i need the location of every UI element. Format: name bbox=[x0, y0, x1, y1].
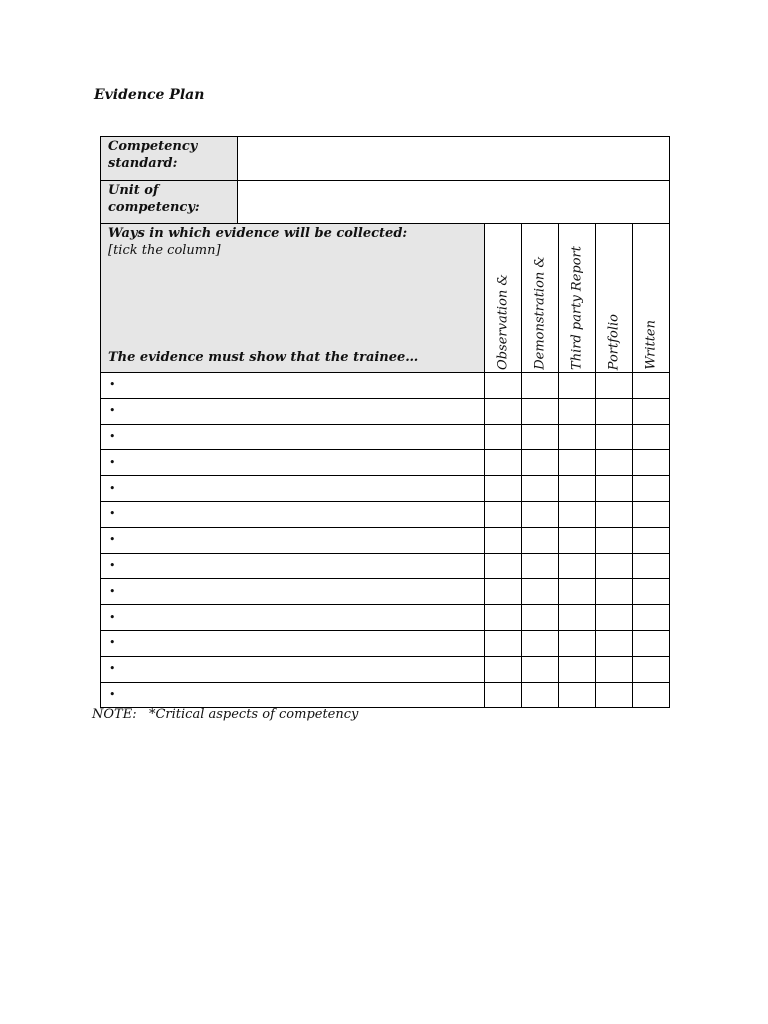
bullet-icon: • bbox=[109, 636, 116, 650]
tick-cell[interactable] bbox=[596, 527, 633, 553]
evidence-item-cell[interactable] bbox=[101, 630, 485, 656]
tick-cell[interactable] bbox=[559, 682, 596, 708]
tick-cell[interactable] bbox=[633, 579, 670, 605]
bullet-icon: • bbox=[109, 584, 116, 598]
tick-cell[interactable] bbox=[485, 501, 522, 527]
tick-cell[interactable] bbox=[522, 682, 559, 708]
method-header-portfolio bbox=[596, 224, 633, 373]
tick-cell[interactable] bbox=[633, 373, 670, 399]
tick-cell[interactable] bbox=[522, 656, 559, 682]
ways-heading: Ways in which evidence will be collected: bbox=[108, 226, 408, 241]
tick-cell[interactable] bbox=[485, 579, 522, 605]
tick-cell[interactable] bbox=[559, 527, 596, 553]
evidence-prompt: The evidence must show that the trainee… bbox=[108, 350, 419, 365]
tick-cell[interactable] bbox=[522, 501, 559, 527]
method-label: Observation & bbox=[495, 274, 511, 370]
bullet-icon: • bbox=[109, 455, 116, 469]
tick-cell[interactable] bbox=[596, 553, 633, 579]
tick-cell[interactable] bbox=[559, 553, 596, 579]
competency-standard-field[interactable] bbox=[238, 137, 670, 181]
page-title: Evidence Plan bbox=[94, 87, 205, 103]
method-header-demonstration bbox=[522, 224, 559, 373]
evidence-row bbox=[101, 424, 670, 450]
tick-cell[interactable] bbox=[633, 398, 670, 424]
tick-cell[interactable] bbox=[559, 630, 596, 656]
tick-cell[interactable] bbox=[596, 450, 633, 476]
tick-cell[interactable] bbox=[596, 682, 633, 708]
method-header-written bbox=[633, 224, 670, 373]
tick-cell[interactable] bbox=[559, 501, 596, 527]
tick-cell[interactable] bbox=[522, 579, 559, 605]
tick-cell[interactable] bbox=[633, 501, 670, 527]
method-header-observation bbox=[485, 224, 522, 373]
bullet-icon: • bbox=[109, 481, 116, 495]
tick-cell[interactable] bbox=[522, 527, 559, 553]
method-label: Written bbox=[643, 320, 659, 370]
evidence-row bbox=[101, 656, 670, 682]
tick-cell[interactable] bbox=[633, 553, 670, 579]
tick-cell[interactable] bbox=[633, 527, 670, 553]
evidence-row bbox=[101, 553, 670, 579]
tick-cell[interactable] bbox=[522, 476, 559, 502]
tick-cell[interactable] bbox=[633, 476, 670, 502]
evidence-row bbox=[101, 450, 670, 476]
evidence-item-cell[interactable] bbox=[101, 605, 485, 631]
method-label: Demonstration & bbox=[532, 256, 548, 370]
evidence-item-cell[interactable] bbox=[101, 682, 485, 708]
tick-cell[interactable] bbox=[559, 450, 596, 476]
tick-cell[interactable] bbox=[485, 656, 522, 682]
tick-cell[interactable] bbox=[596, 605, 633, 631]
tick-cell[interactable] bbox=[596, 373, 633, 399]
tick-cell[interactable] bbox=[559, 476, 596, 502]
evidence-ways-header bbox=[101, 224, 485, 373]
tick-cell[interactable] bbox=[633, 682, 670, 708]
evidence-item-cell[interactable] bbox=[101, 398, 485, 424]
bullet-icon: • bbox=[109, 507, 116, 521]
evidence-row bbox=[101, 579, 670, 605]
note-text: NOTE: *Critical aspects of competency bbox=[92, 707, 359, 722]
tick-cell[interactable] bbox=[485, 450, 522, 476]
tick-cell[interactable] bbox=[596, 476, 633, 502]
tick-cell[interactable] bbox=[559, 373, 596, 399]
bullet-icon: • bbox=[109, 662, 116, 676]
tick-cell[interactable] bbox=[485, 605, 522, 631]
unit-of-competency-label: Unit of competency: bbox=[101, 181, 238, 224]
evidence-item-cell[interactable] bbox=[101, 656, 485, 682]
bullet-icon: • bbox=[109, 378, 116, 392]
evidence-item-cell[interactable] bbox=[101, 527, 485, 553]
tick-cell[interactable] bbox=[633, 450, 670, 476]
tick-cell[interactable] bbox=[559, 579, 596, 605]
evidence-plan-table bbox=[100, 136, 670, 708]
method-label: Portfolio bbox=[606, 313, 622, 370]
tick-cell[interactable] bbox=[522, 553, 559, 579]
tick-cell[interactable] bbox=[522, 373, 559, 399]
method-label: Third party Report bbox=[569, 246, 585, 370]
evidence-row bbox=[101, 527, 670, 553]
tick-cell[interactable] bbox=[633, 656, 670, 682]
tick-cell[interactable] bbox=[485, 553, 522, 579]
tick-cell[interactable] bbox=[485, 373, 522, 399]
bullet-icon: • bbox=[109, 610, 116, 624]
tick-cell[interactable] bbox=[596, 501, 633, 527]
tick-cell[interactable] bbox=[485, 398, 522, 424]
tick-cell[interactable] bbox=[522, 424, 559, 450]
tick-cell[interactable] bbox=[596, 398, 633, 424]
bullet-icon: • bbox=[109, 533, 116, 547]
tick-cell[interactable] bbox=[596, 630, 633, 656]
evidence-row bbox=[101, 605, 670, 631]
tick-cell[interactable] bbox=[522, 398, 559, 424]
tick-cell[interactable] bbox=[522, 450, 559, 476]
tick-instruction: [tick the column] bbox=[108, 243, 221, 258]
evidence-row bbox=[101, 682, 670, 708]
tick-cell[interactable] bbox=[485, 630, 522, 656]
tick-cell[interactable] bbox=[559, 656, 596, 682]
tick-cell[interactable] bbox=[485, 476, 522, 502]
tick-cell[interactable] bbox=[596, 424, 633, 450]
evidence-row bbox=[101, 398, 670, 424]
tick-cell[interactable] bbox=[596, 656, 633, 682]
tick-cell[interactable] bbox=[559, 398, 596, 424]
tick-cell[interactable] bbox=[559, 424, 596, 450]
evidence-row bbox=[101, 501, 670, 527]
bullet-icon: • bbox=[109, 687, 116, 701]
evidence-item-cell[interactable] bbox=[101, 450, 485, 476]
competency-standard-label: Competency standard: bbox=[101, 137, 238, 181]
unit-of-competency-field[interactable] bbox=[238, 181, 670, 224]
method-header-third-party-report bbox=[559, 224, 596, 373]
tick-cell[interactable] bbox=[633, 424, 670, 450]
evidence-item-cell[interactable] bbox=[101, 501, 485, 527]
tick-cell[interactable] bbox=[485, 424, 522, 450]
tick-cell[interactable] bbox=[559, 605, 596, 631]
evidence-item-cell[interactable] bbox=[101, 553, 485, 579]
tick-cell[interactable] bbox=[633, 605, 670, 631]
evidence-row bbox=[101, 373, 670, 399]
evidence-row bbox=[101, 630, 670, 656]
bullet-icon: • bbox=[109, 429, 116, 443]
evidence-row bbox=[101, 476, 670, 502]
tick-cell[interactable] bbox=[522, 630, 559, 656]
tick-cell[interactable] bbox=[596, 579, 633, 605]
evidence-item-cell[interactable] bbox=[101, 476, 485, 502]
evidence-item-cell[interactable] bbox=[101, 373, 485, 399]
tick-cell[interactable] bbox=[633, 630, 670, 656]
bullet-icon: • bbox=[109, 404, 116, 418]
evidence-item-cell[interactable] bbox=[101, 579, 485, 605]
tick-cell[interactable] bbox=[485, 527, 522, 553]
bullet-icon: • bbox=[109, 558, 116, 572]
tick-cell[interactable] bbox=[522, 605, 559, 631]
evidence-item-cell[interactable] bbox=[101, 424, 485, 450]
tick-cell[interactable] bbox=[485, 682, 522, 708]
